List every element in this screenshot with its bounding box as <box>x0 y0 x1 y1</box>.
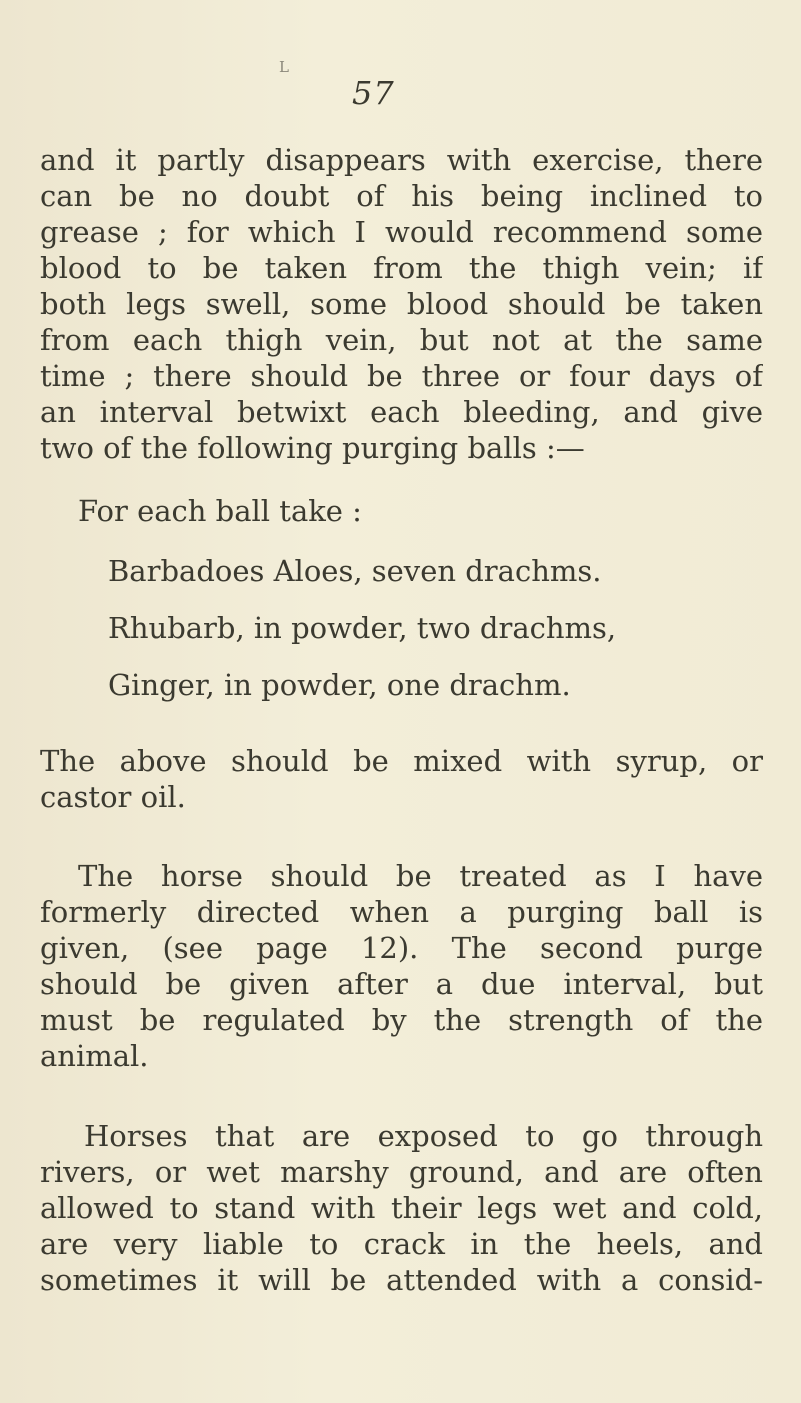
text-line: castor oil. <box>40 780 186 814</box>
text-line: blood to be taken from the thigh vein; if <box>40 251 763 285</box>
text-line: rivers, or wet marshy ground, and are often <box>40 1155 763 1189</box>
page-number: 57 <box>352 74 395 112</box>
text-line: formerly directed when a purging ball is <box>40 895 763 929</box>
text-line: given, (see page 12). The second purge <box>40 931 763 965</box>
recipe-intro: For each ball take : <box>78 494 362 528</box>
text-line: an interval betwixt each bleeding, and give <box>40 395 763 429</box>
text-line: two of the following purging balls :— <box>40 431 585 465</box>
text-line: allowed to stand with their legs wet and cold, <box>40 1191 763 1225</box>
recipe-item: Barbadoes Aloes, seven drachms. <box>108 554 602 588</box>
recipe-item: Ginger, in powder, one drachm. <box>108 668 571 702</box>
text-line: The horse should be treated as I have <box>78 859 763 893</box>
text-line: are very liable to crack in the heels, and <box>40 1227 763 1261</box>
text-line: must be regulated by the strength of the <box>40 1003 763 1037</box>
text-line: sometimes it will be attended with a consid- <box>40 1263 763 1297</box>
text-line: and it partly disappears with exercise, there <box>40 143 763 177</box>
text-line: both legs swell, some blood should be taken <box>40 287 763 321</box>
text-line: should be given after a due interval, but <box>40 967 763 1001</box>
text-line: time ; there should be three or four days of <box>40 359 763 393</box>
text-line: grease ; for which I would recommend some <box>40 215 763 249</box>
text-line: animal. <box>40 1039 149 1073</box>
margin-mark: L <box>279 58 289 76</box>
text-line: The above should be mixed with syrup, or <box>40 744 763 778</box>
recipe-item: Rhubarb, in powder, two drachms, <box>108 611 617 645</box>
text-line: can be no doubt of his being inclined to <box>40 179 763 213</box>
text-line: from each thigh vein, but not at the same <box>40 323 763 357</box>
text-line: Horses that are exposed to go through <box>84 1119 763 1153</box>
